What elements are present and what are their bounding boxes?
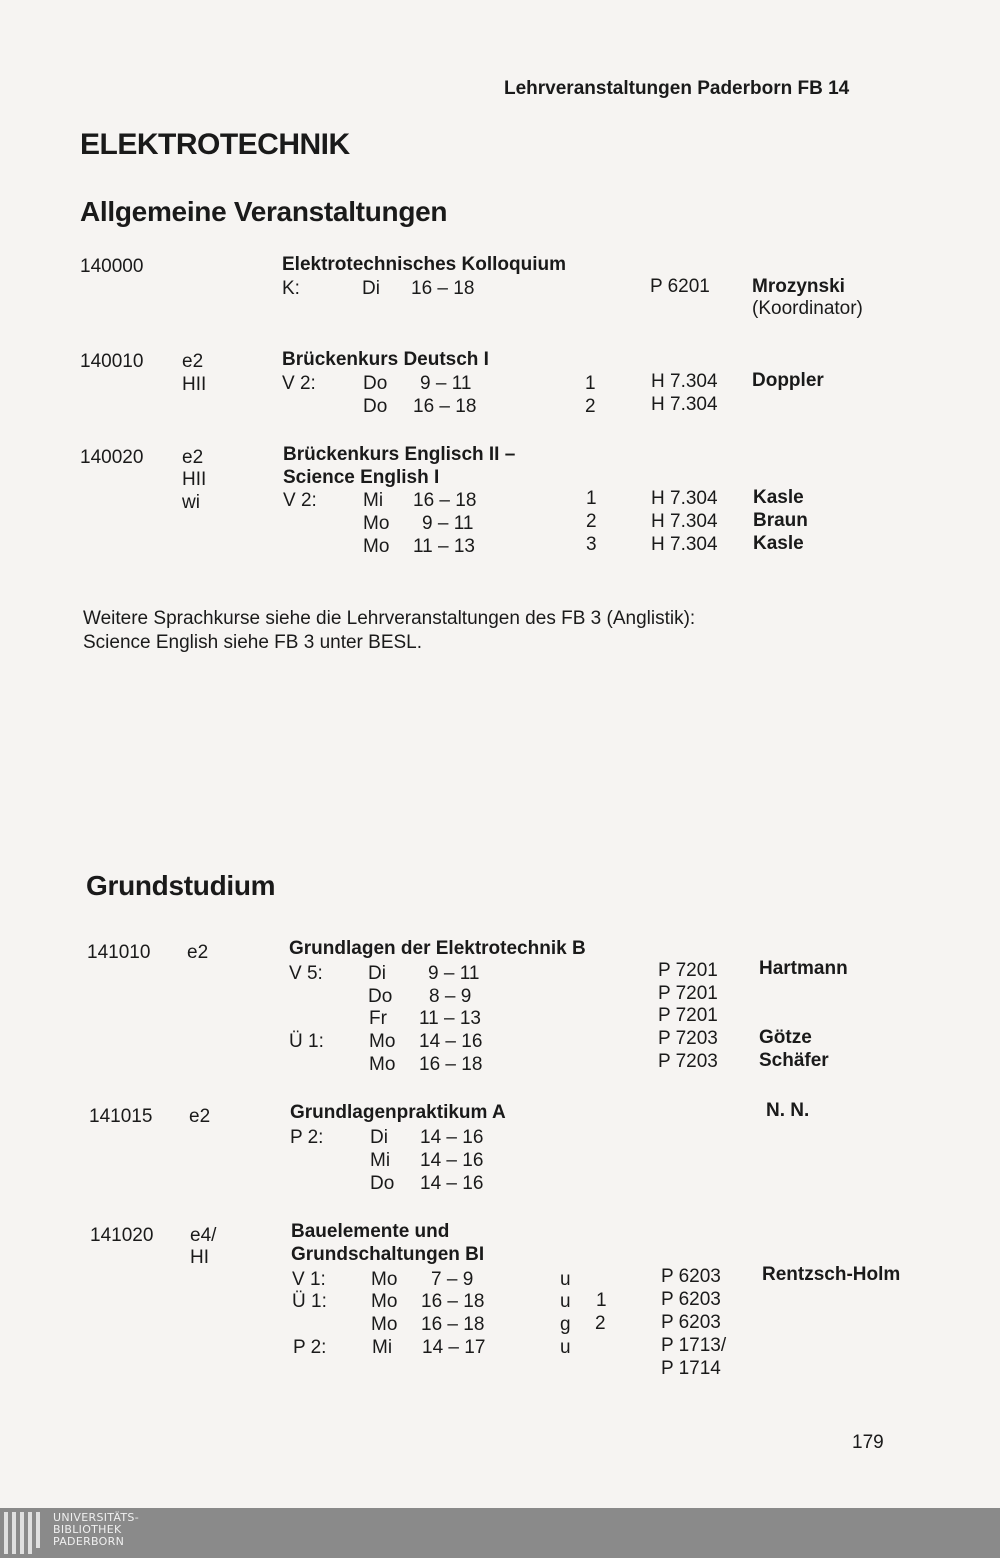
course-day: Do xyxy=(368,986,393,1007)
course-group: 1 xyxy=(585,373,596,394)
course-group: 2 xyxy=(595,1313,606,1334)
course-group: 3 xyxy=(586,534,597,555)
course-lecturer: Doppler xyxy=(752,370,824,391)
course-lecturer: N. N. xyxy=(766,1100,810,1121)
course-time: 14 – 16 xyxy=(420,1127,484,1148)
course-code: e2 xyxy=(182,447,204,468)
course-lecturer: Schäfer xyxy=(759,1050,829,1071)
course-lecturer: Mrozynski xyxy=(752,276,845,297)
library-name-line: UNIVERSITÄTS- xyxy=(53,1511,139,1524)
course-flag: u xyxy=(560,1337,571,1358)
course-room: P 6203 xyxy=(661,1266,721,1287)
course-code: HII xyxy=(182,469,207,490)
course-day: Fr xyxy=(369,1008,387,1029)
course-room: H 7.304 xyxy=(651,394,718,415)
course-day: Mi xyxy=(372,1337,393,1358)
course-lecturer: Kasle xyxy=(753,487,804,508)
course-time: 8 – 9 xyxy=(429,986,472,1007)
course-title: Elektrotechnisches Kolloquium xyxy=(282,254,566,275)
course-time: 16 – 18 xyxy=(419,1054,483,1075)
course-id: 140010 xyxy=(80,351,144,372)
course-day: Mo xyxy=(369,1031,396,1052)
course-id: 141020 xyxy=(90,1225,154,1246)
course-day: Mo xyxy=(371,1269,398,1290)
course-time: 14 – 16 xyxy=(420,1150,484,1171)
course-day: Mo xyxy=(363,536,390,557)
course-room: H 7.304 xyxy=(651,488,718,509)
course-title: Grundlagen der Elektrotechnik B xyxy=(289,938,586,959)
running-header: Lehrveranstaltungen Paderborn FB 14 xyxy=(504,78,850,99)
course-time: 16 – 18 xyxy=(421,1291,485,1312)
course-time: 14 – 16 xyxy=(419,1031,483,1052)
course-code: e2 xyxy=(187,942,209,963)
course-id: 140020 xyxy=(80,447,144,468)
course-room: P 7201 xyxy=(658,983,718,1004)
course-type: Ü 1: xyxy=(292,1291,327,1312)
course-id: 141015 xyxy=(89,1106,153,1127)
course-type: V 2: xyxy=(282,373,316,394)
course-type: P 2: xyxy=(290,1127,324,1148)
course-time: 9 – 11 xyxy=(420,373,472,394)
course-code: e2 xyxy=(189,1106,211,1127)
course-code: e4/ xyxy=(190,1225,217,1246)
course-time: 11 – 13 xyxy=(413,536,475,557)
course-code: HI xyxy=(190,1247,209,1268)
course-code: e2 xyxy=(182,351,204,372)
course-title: Bauelemente und xyxy=(291,1221,450,1242)
course-time: 11 – 13 xyxy=(419,1008,481,1029)
course-title-cont: Grundschaltungen BI xyxy=(291,1244,485,1265)
course-room: P 7201 xyxy=(658,960,718,981)
course-flag: u xyxy=(560,1291,571,1312)
page-title: ELEKTROTECHNIK xyxy=(80,128,350,161)
course-group: 1 xyxy=(596,1290,607,1311)
course-type: Ü 1: xyxy=(289,1031,324,1052)
course-day: Di xyxy=(370,1127,388,1148)
course-flag: u xyxy=(560,1269,571,1290)
course-code: HII xyxy=(182,374,207,395)
course-lecturer-note: (Koordinator) xyxy=(752,298,863,319)
course-lecturer: Hartmann xyxy=(759,958,848,979)
course-id: 141010 xyxy=(87,942,151,963)
course-room: H 7.304 xyxy=(651,534,718,555)
course-day: Di xyxy=(362,278,380,299)
note-line-2: Science English siehe FB 3 unter BESL. xyxy=(83,632,423,653)
course-room: P 7201 xyxy=(658,1005,718,1026)
course-room: P 7203 xyxy=(658,1028,718,1049)
library-name-line: PADERBORN xyxy=(53,1535,125,1548)
course-time: 14 – 16 xyxy=(420,1173,484,1194)
course-type: V 1: xyxy=(292,1269,326,1290)
course-time: 9 – 11 xyxy=(428,963,480,984)
course-day: Do xyxy=(370,1173,395,1194)
course-day: Mo xyxy=(371,1291,398,1312)
course-title: Brückenkurs Deutsch I xyxy=(282,349,489,370)
course-time: 14 – 17 xyxy=(422,1337,486,1358)
library-name-line: BIBLIOTHEK xyxy=(53,1523,122,1536)
course-group: 2 xyxy=(586,511,597,532)
course-type: K: xyxy=(282,278,300,299)
course-day: Do xyxy=(363,373,388,394)
course-room: H 7.304 xyxy=(651,371,718,392)
course-title: Brückenkurs Englisch II – xyxy=(283,444,516,465)
note-line-1: Weitere Sprachkurse siehe die Lehrveranstaltungen des FB 3 (Anglistik): xyxy=(83,608,696,629)
course-time: 9 – 11 xyxy=(422,513,474,534)
course-type: V 5: xyxy=(289,963,323,984)
course-day: Di xyxy=(368,963,386,984)
section-heading-grundstudium: Grundstudium xyxy=(86,870,276,901)
course-group: 2 xyxy=(585,396,596,417)
course-id: 140000 xyxy=(80,256,144,277)
course-room-extra: P 1714 xyxy=(661,1358,721,1379)
course-title-cont: Science English I xyxy=(283,467,440,488)
course-flag: g xyxy=(560,1314,571,1335)
section-heading-allgemeine: Allgemeine Veranstaltungen xyxy=(80,196,448,227)
library-name xyxy=(53,1512,139,1548)
course-time: 16 – 18 xyxy=(411,278,475,299)
course-day: Mo xyxy=(363,513,390,534)
course-day: Mo xyxy=(369,1054,396,1075)
course-time: 7 – 9 xyxy=(431,1269,474,1290)
course-room: P 6201 xyxy=(650,276,710,297)
course-lecturer: Rentzsch-Holm xyxy=(762,1264,901,1285)
course-room: H 7.304 xyxy=(651,511,718,532)
course-title: Grundlagenpraktikum A xyxy=(290,1102,506,1123)
course-room: P 7203 xyxy=(658,1051,718,1072)
course-day: Mi xyxy=(370,1150,391,1171)
course-lecturer: Götze xyxy=(759,1027,812,1048)
course-code: wi xyxy=(182,492,200,513)
course-time: 16 – 18 xyxy=(421,1314,485,1335)
page-number: 179 xyxy=(852,1432,884,1453)
course-day: Mo xyxy=(371,1314,398,1335)
course-time: 16 – 18 xyxy=(413,396,477,417)
library-footer xyxy=(0,1508,1000,1558)
course-time: 16 – 18 xyxy=(413,490,477,511)
course-type: V 2: xyxy=(283,490,317,511)
course-day: Do xyxy=(363,396,388,417)
course-group: 1 xyxy=(586,488,597,509)
course-day: Mi xyxy=(363,490,384,511)
course-room: P 6203 xyxy=(661,1289,721,1310)
course-type: P 2: xyxy=(293,1337,327,1358)
course-room: P 6203 xyxy=(661,1312,721,1333)
course-lecturer: Kasle xyxy=(753,533,804,554)
course-lecturer: Braun xyxy=(753,510,808,531)
course-room: P 1713/ xyxy=(661,1335,727,1356)
